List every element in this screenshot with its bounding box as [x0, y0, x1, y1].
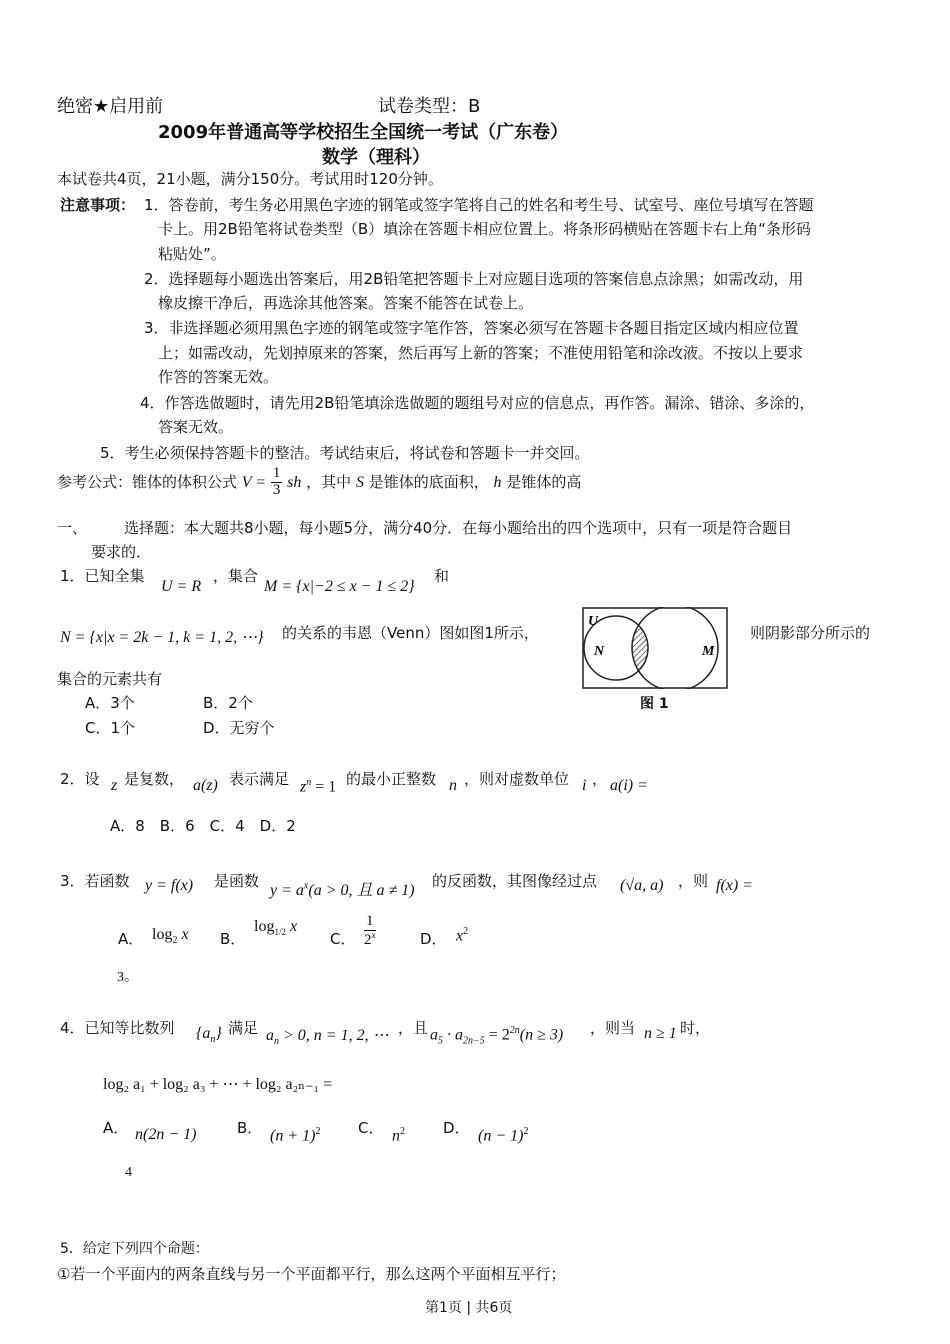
secret-label: 绝密★启用前 [57, 96, 164, 117]
q2-a: 2．设 [60, 770, 100, 788]
q4-n1: n ≥ 1 [644, 1025, 677, 1042]
section-text: 选择题：本大题共8小题，每小题5分，满分40分．在每小题给出的四个选项中，只有一项是符合题目 [124, 519, 793, 537]
q4-option-d-sup: 2 [523, 1126, 529, 1137]
q2-z: z [111, 777, 118, 794]
q2-f: ， [592, 770, 608, 788]
formula-tail: 是锥体的高 [506, 472, 582, 491]
q1-option-b: B．2个 [203, 694, 253, 712]
q4-option-d-label: D． [443, 1119, 470, 1137]
intro-text: 本试卷共4页，21小题，满分150分。考试用时120分钟。 [57, 170, 443, 188]
q4-an-end: } [215, 1025, 222, 1042]
venn-label-m: M [702, 644, 715, 659]
q3-f2-sup: x [303, 880, 309, 892]
venn-label-u: U [588, 614, 599, 629]
formula-h: h [493, 473, 502, 491]
q2-zn-sup: n [306, 777, 312, 788]
q4-option-d [478, 1126, 528, 1145]
note-3b: 上；如需改动，先划掉原来的答案，然后再写上新的答案；不准使用铅笔和涂改液。不按以上要求 [158, 344, 804, 362]
note-4b: 答案无效。 [158, 418, 234, 436]
q4-cond-sub: n [274, 1036, 279, 1048]
q4-cond-base: a [266, 1027, 274, 1044]
q2-ai: a(i) = [610, 777, 648, 794]
q4-option-b [270, 1126, 320, 1145]
q1-u: U = R [161, 578, 202, 595]
q3-option-c-den-sup: x [371, 929, 376, 940]
q4-option-d-base: (n − 1) [478, 1127, 524, 1145]
note-2b: 橡皮擦干净后，再选涂其他答案。答案不能答在试卷上。 [158, 294, 534, 312]
q4-sum: log₂ a₁ + log₂ a₃ + ⋯ + log₂ a₂ₙ₋₁ = [103, 1076, 333, 1093]
q3-option-d-sup: 2 [463, 926, 469, 937]
q4-cond [266, 1025, 389, 1047]
q1-n: N = {x|x = 2k − 1, k = 1, 2, ⋯} [60, 629, 264, 646]
venn-label-n: N [594, 644, 605, 659]
q4-a: 4．已知等比数列 [60, 1019, 175, 1037]
q2-i: i [582, 777, 587, 794]
q4-eq-a: a [430, 1026, 438, 1044]
q3-option-a [152, 926, 189, 946]
q3-option-b-log: log [254, 918, 275, 935]
note-1a: 1．答卷前，考生务必用黑色字迹的钢笔或签字笔将自己的姓名和考生号、试室号、座位号填写在答题 [144, 196, 814, 214]
section-text-2: 要求的． [91, 543, 152, 561]
q3-f2 [270, 877, 415, 900]
q5-a: 5．给定下列四个命题： [60, 1241, 209, 1257]
formula-lead: 参考公式：锥体的体积公式 [57, 472, 238, 491]
note-2a: 2．选择题每小题选出答案后，用2B铅笔把答题卡上对应题目选项的答案信息点涂黑；如需改动，用 [144, 270, 804, 288]
q3-fx: f(x) = [716, 877, 753, 894]
q4-eq-s5: 5 [438, 1035, 443, 1047]
formula-mid: ，其中 [306, 472, 352, 491]
q4-option-a-label: A． [103, 1119, 129, 1137]
q4-cond-rest: > 0, n = 1, 2, ⋯ [279, 1027, 389, 1044]
q1-option-d: D．无穷个 [203, 719, 275, 737]
q3-option-a-label: A． [118, 930, 144, 948]
q4-option-c-label: C． [358, 1119, 384, 1137]
formula-line [57, 466, 581, 499]
q4-eq-sup: 2n [509, 1025, 520, 1036]
q3-option-c [364, 914, 376, 949]
formula-sh: sh [287, 473, 302, 491]
q4-an-base: {a [196, 1025, 211, 1042]
q3-option-d [456, 926, 468, 945]
page-footer: 第1页 | 共6页 [425, 1300, 513, 1316]
note-5: 5．考生必须保持答题卡的整洁。考试结束后，将试卷和答题卡一并交回。 [100, 444, 590, 462]
q4-option-a: n(2n − 1) [135, 1126, 197, 1143]
venn-svg [582, 607, 728, 689]
q3-d: ，则 [678, 872, 709, 890]
note-3c: 作答的答案无效。 [158, 368, 279, 386]
q2-az: a(z) [193, 777, 218, 794]
q4-option-c-sup: 2 [400, 1126, 405, 1137]
paper-type: 试卷类型：B [378, 96, 481, 117]
exam-subtitle: 数学（理科） [322, 147, 430, 168]
formula-num: 1 [272, 465, 281, 481]
q3-a: 3．若函数 [60, 872, 130, 890]
q1-f: 集合的元素共有 [57, 670, 163, 688]
q3-option-b-label: B． [220, 930, 246, 948]
q3-option-a-log: log [152, 926, 173, 943]
q1-m: M = {x|−2 ≤ x − 1 ≤ 2} [264, 578, 415, 595]
figure-caption: 图 1 [640, 696, 669, 712]
q1-d: 的关系的韦恩（Venn）图如图1所示， [282, 624, 539, 642]
q2-zn-base: z [300, 778, 307, 796]
q1-a: 1．已知全集 [60, 567, 145, 585]
q3-option-c-label: C． [330, 930, 356, 948]
q4-option-c [392, 1126, 405, 1145]
q3-option-a-x: x [177, 926, 189, 943]
q4-option-c-base: n [392, 1127, 400, 1145]
q3-option-c-den [364, 931, 376, 949]
q4-eq-mid: · a [443, 1026, 463, 1044]
q3-f2-base: y = a [270, 882, 304, 899]
formula-mid2: 是锥体的底面积， [368, 472, 489, 491]
q4-d: ，则当 [590, 1019, 636, 1037]
formula-v: V = [241, 473, 267, 491]
q3-option-c-den-base: 2 [364, 931, 372, 948]
exam-title: 2009年普通高等学校招生全国统一考试（广东卷） [158, 122, 569, 143]
q2-n: n [449, 777, 457, 794]
q3-stray: 3。 [117, 970, 138, 985]
note-4a: 4．作答选做题时，请先用2B铅笔填涂选做题的题组号对应的信息点，再作答。漏涂、错涂、多涂的， [140, 394, 815, 412]
q2-zn-eq: = 1 [311, 778, 337, 796]
q3-f1: y = f(x) [145, 877, 194, 894]
venn-diagram [582, 607, 728, 689]
q3-f2-cond: (a > 0, 且 a ≠ 1) [308, 882, 415, 899]
q3-option-b [254, 918, 297, 937]
q3-point: (√a, a) [620, 877, 664, 894]
q4-an-sub: n [210, 1034, 216, 1046]
q3-option-d-x: x [456, 927, 464, 945]
q4-eq-s2: 2n−5 [463, 1035, 485, 1047]
q3-c: 的反函数，其图像经过点 [432, 872, 598, 890]
q4-stray: 4 [125, 1165, 132, 1180]
formula-fraction [271, 466, 283, 499]
q4-c: ，且 [398, 1019, 429, 1037]
note-1b: 卡上。用2B铅笔将试卷类型（B）填涂在答题卡相应位置上。将条形码横贴在答题卡右上角“条形码 [158, 220, 811, 238]
q2-d: 的最小正整数 [346, 770, 437, 788]
formula-den: 3 [272, 481, 281, 498]
q1-b: ，集合 [213, 567, 259, 585]
q4-eq [430, 1025, 563, 1047]
q3-option-b-x: x [285, 918, 298, 935]
q4-eq-end: (n ≥ 3) [519, 1026, 564, 1044]
q1-option-c: C．1个 [85, 719, 136, 737]
q2-e: ，则对虚数单位 [464, 770, 570, 788]
q4-option-b-label: B． [237, 1119, 263, 1137]
q1-c: 和 [434, 567, 450, 585]
q4-b: 满足 [228, 1019, 259, 1037]
formula-s: S [355, 473, 364, 491]
q4-eq-r: = 2 [484, 1026, 510, 1044]
note-1c: 粘贴处”。 [158, 245, 226, 263]
q1-e: 则阴影部分所示的 [750, 624, 871, 642]
q4-an [196, 1025, 222, 1045]
q2-b: 是复数， [124, 770, 185, 788]
notes-label: 注意事项： [60, 196, 136, 214]
q4-option-b-base: (n + 1) [270, 1127, 316, 1145]
q2-c: 表示满足 [229, 770, 290, 788]
q2-options: A．8 B．6 C．4 D．2 [110, 817, 296, 835]
section-number: 一、 [57, 519, 88, 537]
q2-zn [300, 777, 336, 796]
q3-b: 是函数 [214, 872, 260, 890]
q3-option-c-frac [364, 914, 376, 949]
q5-b: ①若一个平面内的两条直线与另一个平面都平行，那么这两个平面相互平行； [57, 1265, 566, 1283]
q3-option-b-base: 1/2 [274, 927, 286, 938]
q1-option-a: A．3个 [85, 694, 135, 712]
q4-e: 时， [680, 1019, 711, 1037]
q3-option-d-label: D． [420, 930, 447, 948]
q4-option-b-sup: 2 [315, 1126, 321, 1137]
q3-option-a-base: 2 [172, 935, 178, 947]
q3-option-c-num: 1 [366, 913, 374, 929]
note-3a: 3．非选择题必须用黑色字迹的钢笔或签字笔作答，答案必须写在答题卡各题目指定区域内相应位置 [144, 319, 799, 337]
